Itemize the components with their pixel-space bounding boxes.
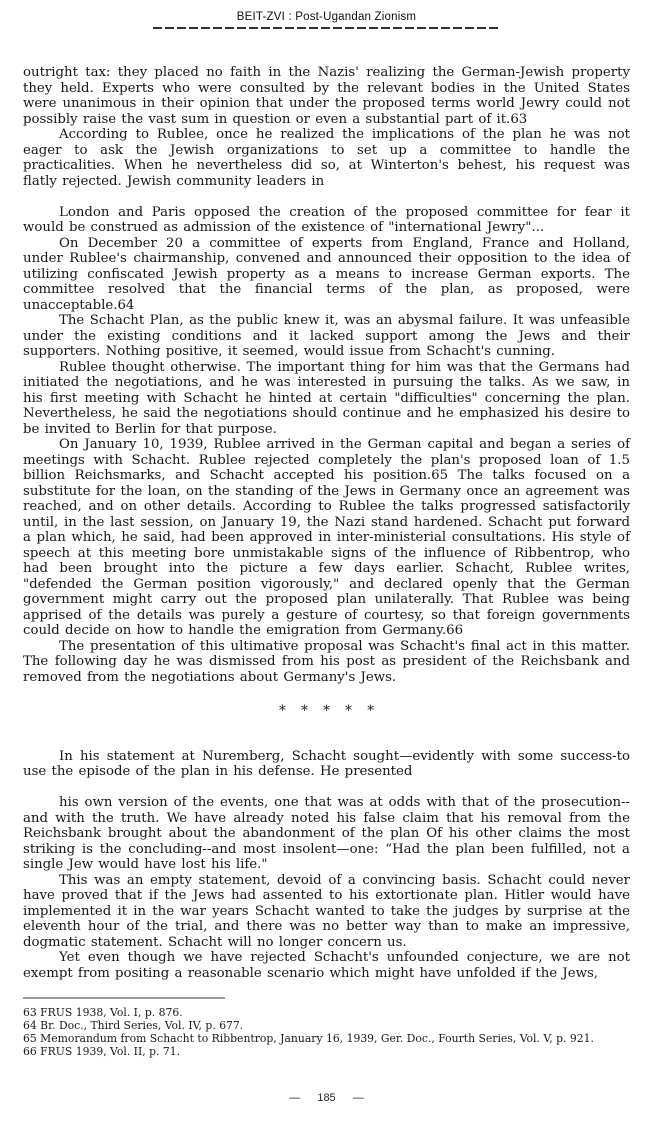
paragraph: In his statement at Nuremberg, Schacht sought—evidently with some success-to use the episode of the plan in his defense. He presented — [23, 748, 630, 779]
paragraph: his own version of the events, one that was at odds with that of the prosecution-- and with the truth. We have already noted his false claim that his removal from the Reichsbank brought about the abandonment of the plan Of his other claims the most striking is the concluding--and most insolent—one: “Had the plan been fulfilled, not a single Jew would have lost his life." — [23, 795, 630, 872]
paragraph: On December 20 a committee of experts from England, France and Holland, under Rublee's chairmanship, convened and announced their opposition to the idea of utilizing confiscated Jewish property as a means to increase German exports. The committee resolved that the financial terms of the plan, as proposed, were unacceptable.64 — [23, 235, 630, 313]
paragraph: This was an empty statement, devoid of a convincing basis. Schacht could never have proved that if the Jews had assented to his extortionate plan. Hitler would have implemented it in the war years Schacht wanted to take the judges by surprise at the eleventh hour of the trial, and there was no better way than to make an impressive, dogmatic statement. Schacht will no longer concern us. — [23, 872, 630, 950]
paragraph: According to Rublee, once he realized the implications of the plan he was not eager to ask the Jewish organizations to set up a committee to handle the practicalities. When he nevertheless did so, at Winterton's behest, his request was flatly rejected. Jewish community leaders in — [23, 127, 630, 189]
paragraph: Rublee thought otherwise. The important thing for him was that the Germans had initiated the negotiations, and he was interested in pursuing the talks. As we saw, in his first meeting with Schacht he hinted at certain "difficulties" concerning the plan. Nevertheless, he said the negotiations should continue and he emphasized his desire to be invited to Berlin for that purpose. — [23, 359, 630, 437]
footnote-separator-rule — [23, 997, 225, 999]
paragraph: London and Paris opposed the creation of the proposed committee for fear it would be construed as admission of the existence of "international Jewry"... — [23, 204, 630, 235]
paragraph: The Schacht Plan, as the public knew it, was an abysmal failure. It was unfeasible under the existing conditions and it lacked support among the Jews and their supporters. Nothing positive, it seemed, would issue from Schacht's cunning. — [23, 313, 630, 359]
page-header — [0, 0, 653, 29]
footnote: 66 FRUS 1939, Vol. II, p. 71. — [23, 1045, 181, 1058]
page-number: — 185 — — [289, 1092, 364, 1104]
footnote: 63 FRUS 1938, Vol. I, p. 876. — [23, 1006, 183, 1019]
footnotes-section — [23, 997, 630, 1058]
footnote: 65 Memorandum from Schacht to Ribbentrop, January 16, 1939, Ger. Doc., Fourth Series, Vol. V, p. 921. — [23, 1032, 594, 1045]
header-title: BEIT-ZVI : Post-Ugandan Zionism — [236, 11, 417, 23]
header-rule — [153, 27, 500, 29]
page-body-text — [23, 65, 630, 981]
section-separator: * * * * * — [279, 703, 374, 719]
paragraph: The presentation of this ultimative proposal was Schacht's final act in this matter. The following day he was dismissed from his post as president of the Reichsbank and removed from the negotiations about Germany's Jews. — [23, 638, 630, 685]
paragraph: outright tax: they placed no faith in the Nazis' realizing the German-Jewish property they held. Experts who were consulted by the relevant bodies in the United States were unanimous in their opinion that under the proposed terms world Jewry could not possibly raise the vast sum in question or even a substantial part of it.63 — [23, 65, 630, 127]
footnote: 64 Br. Doc., Third Series, Vol. IV, p. 677. — [23, 1019, 244, 1032]
paragraph: Yet even though we have rejected Schacht's unfounded conjecture, we are not exempt from positing a reasonable scenario which might have unfolded if the Jews, — [23, 950, 630, 981]
paragraph: On January 10, 1939, Rublee arrived in the German capital and began a series of meetings with Schacht. Rublee rejected completely the plan's proposed loan of 1.5 billion Reichsmarks, and Schacht accepted his position.65 The talks focused on a substitute for the loan, on the standing of the Jews in Germany once an agreement was reached, and on other details. According to Rublee the talks progressed satisfactorily until, in the last session, on January 19, the Nazi stand hardened. Schacht put forward a plan which, he said, had been approved in inter-ministerial consultations. His style of speech at this meeting bore unmistakable signs of the influence of Ribbentrop, who had been brought into the picture a few days earlier. Schacht, Rublee writes, "defended the German position vigorously," and declared openly that the German government might carry out the proposed plan unilaterally. That Rublee was being apprised of the details was purely a gesture of courtesy, so that foreign governments could decide on how to handle the emigration from Germany.66 — [23, 437, 630, 638]
